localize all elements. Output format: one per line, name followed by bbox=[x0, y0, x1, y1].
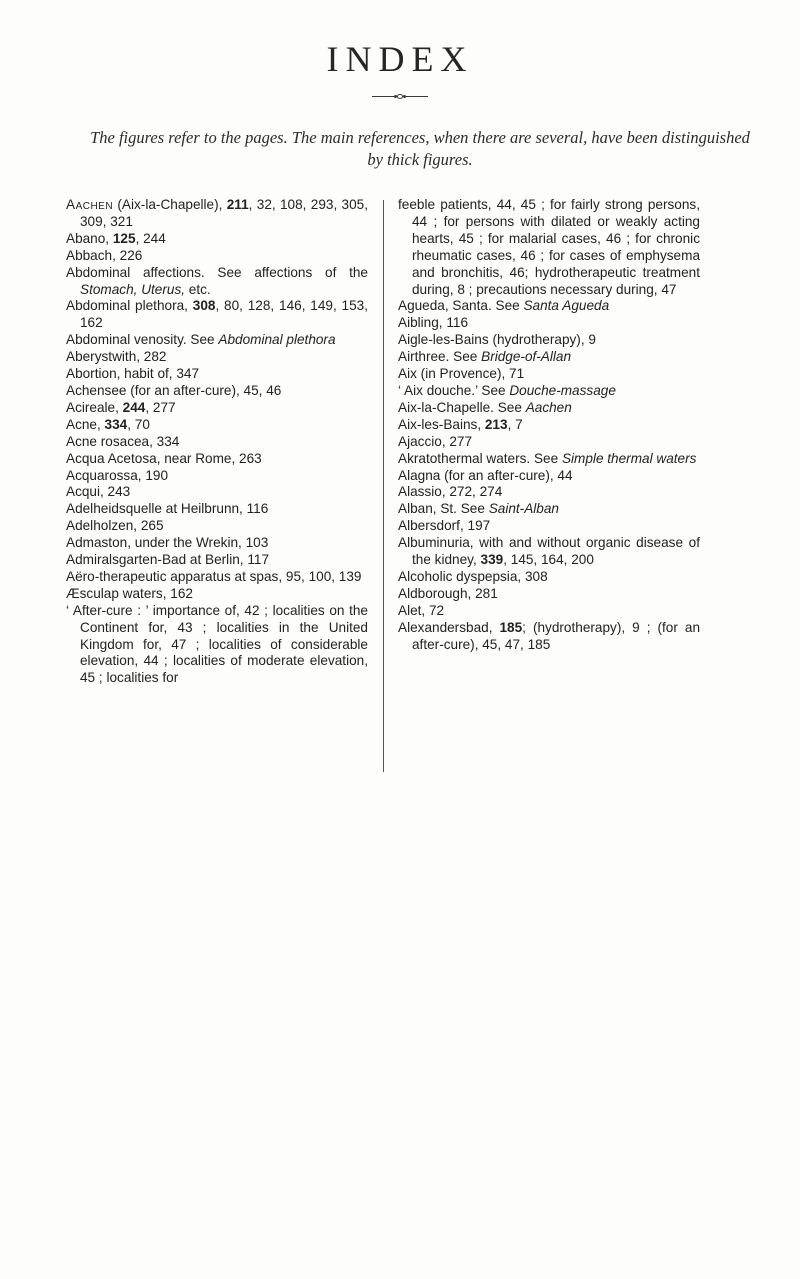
index-entry-text: Aachen bbox=[66, 197, 114, 212]
index-entry-text: Alet, 72 bbox=[398, 602, 445, 618]
index-entry bbox=[66, 586, 368, 603]
index-entry bbox=[66, 569, 368, 586]
index-entry bbox=[66, 468, 368, 485]
index-entry bbox=[398, 315, 700, 332]
index-entry bbox=[66, 298, 368, 332]
index-entry-text: Abdominal plethora, bbox=[66, 298, 193, 314]
index-entry bbox=[398, 603, 700, 620]
index-entry-text: Alexandersbad, bbox=[398, 619, 500, 635]
index-entry bbox=[66, 400, 368, 417]
index-entry bbox=[66, 603, 368, 688]
index-entry bbox=[398, 535, 700, 569]
index-entry bbox=[398, 451, 700, 468]
index-entry bbox=[398, 484, 700, 501]
index-entry-text: Abdominal venosity. See bbox=[66, 332, 219, 348]
index-entry-text: Abano, bbox=[66, 230, 113, 246]
index-entry bbox=[66, 248, 368, 265]
index-entry-text: ‘ Aix douche.’ See bbox=[398, 382, 510, 398]
index-entry bbox=[398, 400, 700, 417]
index-entry bbox=[398, 417, 700, 434]
index-entry-text: Acqui, 243 bbox=[66, 484, 131, 500]
index-entry-text: , 244 bbox=[135, 230, 166, 246]
index-entry-text: Achensee (for an after-cure), 45, 46 bbox=[66, 382, 282, 398]
index-entry bbox=[398, 501, 700, 518]
index-entry-text: Santa Agueda bbox=[523, 298, 610, 314]
index-entry bbox=[66, 332, 368, 349]
index-entry-text: Abortion, habit of, 347 bbox=[66, 366, 200, 382]
index-entry-text: Aix-la-Chapelle. See bbox=[398, 399, 526, 415]
index-column-left bbox=[66, 197, 368, 687]
index-entry-text: Stomach, Uterus, bbox=[80, 281, 186, 297]
index-entry-text: , 80, 128, 146, 149, 153, 162 bbox=[80, 298, 369, 331]
index-entry-text: Agueda, Santa. See bbox=[398, 298, 524, 314]
index-entry-text: Saint-Alban bbox=[488, 501, 559, 517]
index-entry-text: Acne rosacea, 334 bbox=[66, 433, 180, 449]
index-entry bbox=[66, 552, 368, 569]
index-entry-text: Aëro-therapeutic apparatus at spas, 95, 100, 139 bbox=[66, 568, 362, 584]
index-entry-text: 125 bbox=[112, 230, 136, 246]
index-entry-text: Acne, bbox=[66, 416, 105, 432]
index-entry-text: Airthree. See bbox=[398, 349, 482, 365]
index-entry-text: 339 bbox=[480, 552, 504, 568]
index-entry-text: Admiralsgarten-Bad at Berlin, 117 bbox=[66, 552, 270, 568]
index-entry-text: 211 bbox=[226, 197, 249, 212]
index-entry-text: 308 bbox=[192, 298, 216, 314]
index-entry bbox=[398, 468, 700, 485]
index-entry-text: Acireale, bbox=[66, 399, 123, 415]
index-entry-text: Simple thermal waters bbox=[561, 450, 697, 466]
index-entry-text: , 32, 108, 293, 305, 309, 321 bbox=[80, 197, 369, 229]
index-entry-text: Albersdorf, 197 bbox=[398, 518, 491, 534]
index-entry-text: Aberystwith, 282 bbox=[66, 349, 167, 365]
index-entry-text: Aix (in Provence), 71 bbox=[398, 366, 525, 382]
index-entry-text: 244 bbox=[122, 399, 146, 415]
index-entry-text: Aix-les-Bains, bbox=[398, 416, 485, 432]
index-entry bbox=[398, 434, 700, 451]
index-entry-text: Abdominal plethora bbox=[218, 332, 336, 348]
index-entry-text: Æsculap waters, 162 bbox=[66, 585, 193, 601]
index-entry bbox=[66, 349, 368, 366]
index-entry bbox=[66, 366, 368, 383]
index-entry bbox=[66, 501, 368, 518]
index-note: The figures refer to the pages. The main references, when there are several, have been distinguished by thick figures. bbox=[90, 128, 750, 169]
index-entry-text: Aigle-les-Bains (hydrotherapy), 9 bbox=[398, 332, 596, 348]
index-entry-text: Ajaccio, 277 bbox=[398, 433, 473, 449]
index-entry-text: Alcoholic dyspepsia, 308 bbox=[398, 568, 548, 584]
index-entry bbox=[398, 383, 700, 400]
index-entry-text: 185 bbox=[499, 619, 523, 635]
index-entry-text: Adelholzen, 265 bbox=[66, 518, 164, 534]
index-entry-text: (Aix-la-Chapelle), bbox=[113, 197, 227, 212]
index-entry-text: , 277 bbox=[145, 399, 176, 415]
index-entry-text: 334 bbox=[104, 416, 128, 432]
index-entry-text: Bridge-of-Allan bbox=[481, 349, 572, 365]
index-entry bbox=[66, 535, 368, 552]
index-entry-text: , 70 bbox=[127, 416, 150, 432]
ornament-divider bbox=[372, 94, 428, 100]
index-entry-text: feeble patients, 44, 45 ; for fairly strong persons, 44 ; for persons with dilated or weakly acting hearts, 45 ; for malarial cases, 46 ; for chronic rheumatic cases, 46 ; for cases of emphysema and bronchitis, 46; hydrotherapeutic treatment during, 8 ; precautions necessary during, 47 bbox=[398, 197, 700, 297]
index-column-right bbox=[398, 197, 700, 653]
index-entry-text: Albuminuria, with and without organic disease of the kidney, bbox=[398, 535, 700, 568]
index-entry-text: Alagna (for an after-cure), 44 bbox=[398, 467, 573, 483]
index-entry bbox=[66, 383, 368, 400]
index-entry-text: Alban, St. See bbox=[398, 501, 489, 517]
index-entry bbox=[398, 620, 700, 654]
page-title: INDEX bbox=[326, 39, 474, 79]
index-entry bbox=[398, 518, 700, 535]
index-entry-text: Akratothermal waters. See bbox=[398, 450, 562, 466]
index-entry-text: , 7 bbox=[507, 416, 523, 432]
index-entry-text: Adelheidsquelle at Heilbrunn, 116 bbox=[66, 501, 269, 517]
index-entry bbox=[66, 417, 368, 434]
index-entry-text: , 145, 164, 200 bbox=[503, 552, 594, 568]
index-entry-text: Abbach, 226 bbox=[66, 247, 143, 263]
index-entry-text: Acquarossa, 190 bbox=[66, 467, 169, 483]
index-entry bbox=[398, 366, 700, 383]
index-entry bbox=[66, 197, 368, 231]
index-entry bbox=[66, 434, 368, 451]
index-entry bbox=[398, 569, 700, 586]
index-entry-text: Abdominal affections. See affections of the bbox=[66, 264, 368, 280]
index-entry bbox=[398, 298, 700, 315]
index-entry-text: Aldborough, 281 bbox=[398, 585, 498, 601]
index-entry bbox=[398, 332, 700, 349]
index-entry-text: Acqua Acetosa, near Rome, 263 bbox=[66, 450, 262, 466]
index-entry-text: Alassio, 272, 274 bbox=[398, 484, 503, 500]
index-entry-text: 213 bbox=[484, 416, 508, 432]
index-entry-text: Aibling, 116 bbox=[398, 315, 469, 331]
index-entry bbox=[66, 265, 368, 299]
index-entry-text: Aachen bbox=[525, 399, 572, 415]
index-entry-text: Admaston, under the Wrekin, 103 bbox=[66, 535, 269, 551]
index-entry-text: ; (hydrotherapy), 9 ; (for an after-cure), 45, 47, 185 bbox=[412, 619, 701, 652]
index-entry bbox=[398, 349, 700, 366]
index-entry bbox=[66, 518, 368, 535]
index-entry bbox=[398, 586, 700, 603]
index-entry bbox=[66, 451, 368, 468]
index-entry bbox=[66, 484, 368, 501]
column-divider bbox=[383, 200, 384, 772]
index-entry-text: etc. bbox=[185, 281, 211, 297]
index-entry bbox=[66, 231, 368, 248]
index-entry-text: Douche-massage bbox=[509, 382, 616, 398]
index-entry-text: ‘ After-cure : ’ importance of, 42 ; localities on the Continent for, 43 ; localities in the United Kingdom for, 47 ; localities of considerable elevation, 44 ; localities of moderate elevation, 45 ; localities for bbox=[66, 602, 368, 686]
index-entry bbox=[398, 197, 700, 298]
